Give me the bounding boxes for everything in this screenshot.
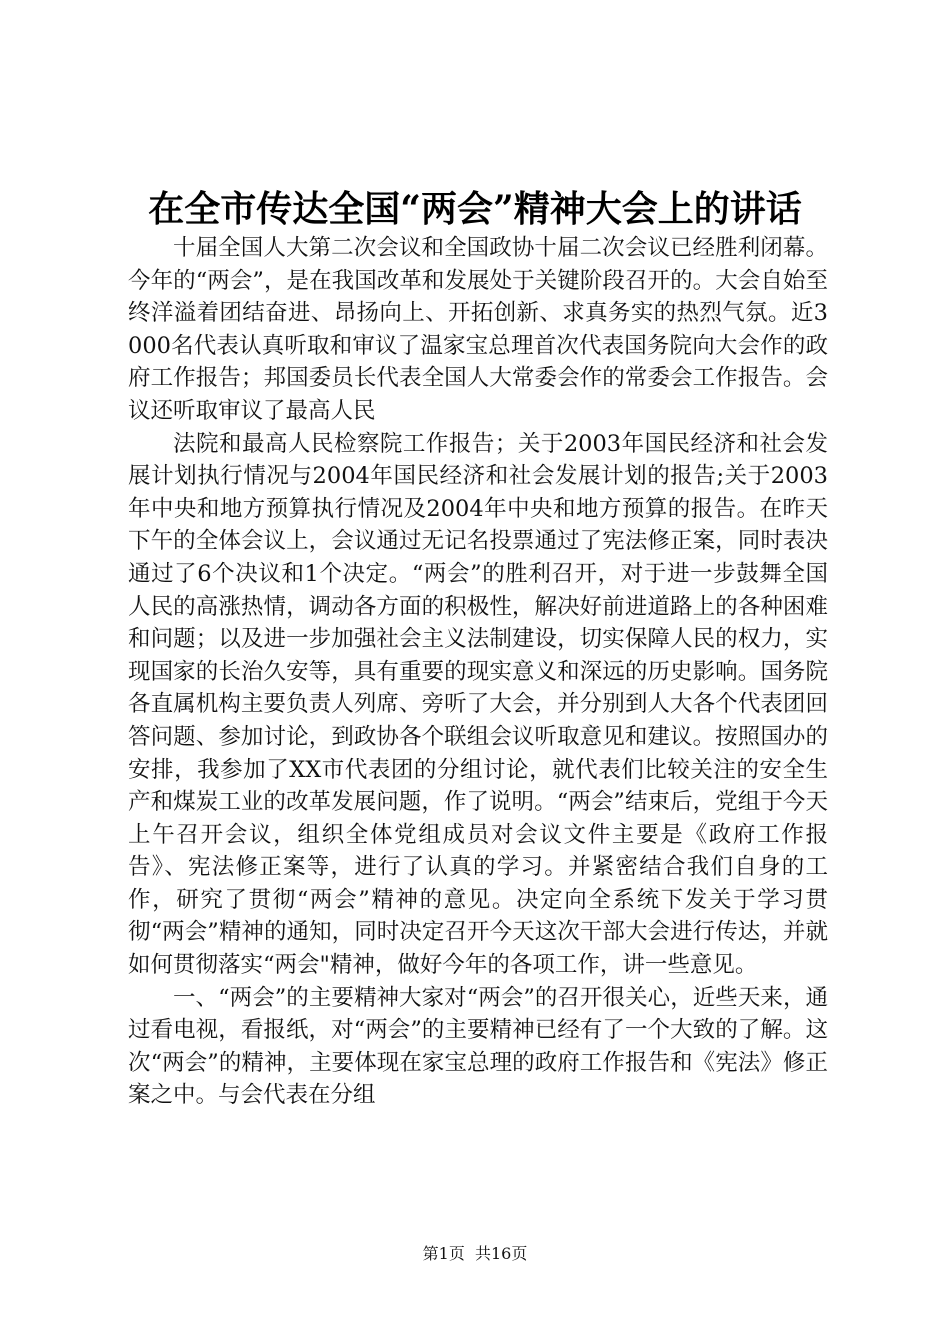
paragraph: 十届全国人大第二次会议和全国政协十届二次会议已经胜利闭幕。今年的“两会”，是在我国改革和发展处于关键阶段召开的。大会自始至终洋溢着团结奋进、昂扬向上、开拓创新、求真务实的热烈气氛。近3000名代表认真听取和审议了温家宝总理首次代表国务院向大会作的政府工作报告；邦国委员长代表全国人大常委会作的常委会工作报告。会议还听取审议了最高人民 bbox=[128, 235, 828, 424]
page-number-label: 第1页 共16页 bbox=[422, 1244, 528, 1263]
document-body bbox=[128, 232, 828, 1112]
paragraph: 法院和最高人民检察院工作报告；关于2003年国民经济和社会发展计划执行情况与2004年国民经济和社会发展计划的报告;关于2003年中央和地方预算执行情况及2004年中央和地方预算的报告。在昨天下午的全体会议上，会议通过无记名投票通过了宪法修正案，同时表决通过了6个决议和1个决定。“两会”的胜利召开，对于进一步鼓舞全国人民的高涨热情，调动各方面的积极性，解决好前进道路上的各种困难和问题；以及进一步加强社会主义法制建设，切实保障人民的权力，实现国家的长治久安等，具有重要的现实意义和深远的历史影响。国务院各直属机构主要负责人列席、旁听了大会，并分别到人大各个代表团回答问题、参加讨论，到政协各个联组会议听取意见和建议。按照国办的安排，我参加了XX市代表团的分组讨论，就代表们比较关注的安全生产和煤炭工业的改革发展问题，作了说明。“两会”结束后，党组于今天上午召开会议，组织全体党组成员对会议文件主要是《政府工作报告》、宪法修正案等，进行了认真的学习。并紧密结合我们自身的工作，研究了贯彻“两会”精神的意见。决定向全系统下发关于学习贯彻“两会”精神的通知，同时决定召开今天这次干部大会进行传达，并就如何贯彻落实“两会"精神，做好今年的各项工作，讲一些意见。 bbox=[128, 430, 828, 979]
page-footer bbox=[0, 1244, 950, 1264]
document-title: 在全市传达全国“两会”精神大会上的讲话 bbox=[148, 188, 802, 230]
paragraph: 一、“两会”的主要精神大家对“两会”的召开很关心，近些天来，通过看电视，看报纸，对“两会”的主要精神已经有了一个大致的了解。这次“两会”的精神，主要体现在家宝总理的政府工作报告和《宪法》修正案之中。与会代表在分组 bbox=[128, 984, 828, 1109]
